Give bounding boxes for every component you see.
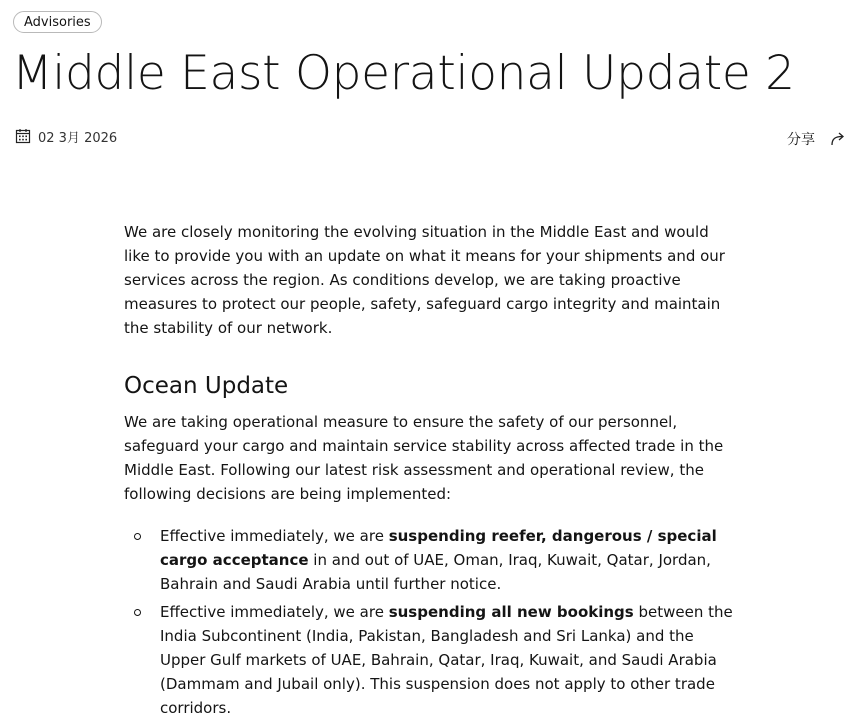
section-heading: Ocean Update xyxy=(124,373,289,399)
list-item xyxy=(124,524,736,596)
intro-paragraph: We are closely monitoring the evolving situation in the Middle East and would like to provide you with an update on what it means for your shipments and our services across the region. As conditions develop, we are taking proactive measures to protect our people, safety, safeguard cargo integrity and maintain the stability of our network. xyxy=(124,223,725,337)
calendar-icon xyxy=(15,128,31,144)
share-button[interactable] xyxy=(787,128,847,150)
bullet-text: Effective immediately, we are xyxy=(160,527,389,545)
list-item xyxy=(124,600,736,720)
publish-date xyxy=(15,126,117,146)
publish-date-text: 02 3月 2026 xyxy=(38,130,118,146)
bullet-emphasis: suspending reefer, dangerous / special cargo acceptance xyxy=(160,527,717,569)
share-label: 分享 xyxy=(787,132,815,148)
article-body xyxy=(124,220,736,724)
bullet-text: Effective immediately, we are xyxy=(160,603,389,621)
section-paragraph: We are taking operational measure to ensure the safety of our personnel, safeguard your cargo and maintain service stability across affected trade in the Middle East. Following our latest risk assessment and operational review, the following decisions are being implemented: xyxy=(124,413,724,503)
page-title: Middle East Operational Update 2 xyxy=(12,46,795,101)
hollow-circle-bullet-icon xyxy=(134,609,141,616)
hollow-circle-bullet-icon xyxy=(134,533,141,540)
share-arrow-icon xyxy=(829,130,847,148)
bullet-emphasis: suspending all new bookings xyxy=(388,603,634,621)
bullet-text: between the India Subcontinent (India, Pakistan, Bangladesh and Sri Lanka) and the Upper Gulf markets of UAE, Bahrain, Qatar, Iraq, Kuwait, and Saudi Arabia (Dammam and Jubail only). This suspension does not apply to other trade corridors. xyxy=(160,603,733,717)
bullet-list xyxy=(124,524,736,720)
bullet-text: in and out of UAE, Oman, Iraq, Kuwait, Qatar, Jordan, Bahrain and Saudi Arabia until further notice. xyxy=(160,551,711,593)
category-tag[interactable]: Advisories xyxy=(13,11,102,33)
